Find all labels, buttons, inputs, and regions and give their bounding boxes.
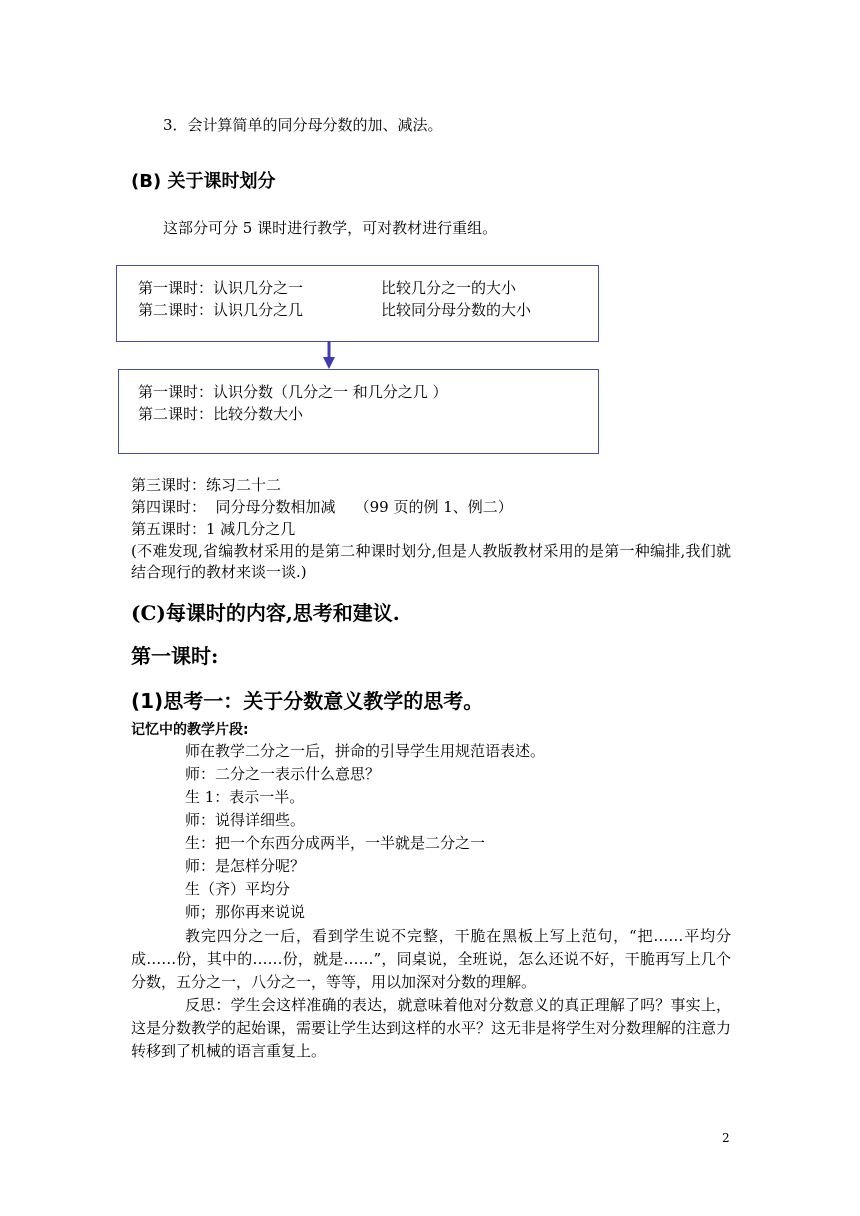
- box-top-row1-right: 比较几分之一的大小: [381, 279, 517, 297]
- dialogue-line-8: 师；那你再来说说: [185, 903, 306, 921]
- dialogue-line-4: 师：说得详细些。: [185, 811, 306, 829]
- intro-text: 这部分可分 5 课时进行教学，可对教材进行重组。: [163, 219, 498, 237]
- box-top-row2-left: 第二课时：认识几分之几: [138, 301, 304, 319]
- teaching-paragraph: 教完四分之一后，看到学生说不完整，干脆在黑板上写上范句，“把……平均分成……份，其中的……份，就是……”，同桌说，全班说，怎么还说不好，干脆再写上几个分数，五分之一，八分之一，等等，用以加深对分数的理解。: [131, 927, 731, 991]
- dialogue-line-1: 师在教学二分之一后，拼命的引导学生用规范语表述。: [185, 742, 546, 760]
- box-top-row1-left: 第一课时：认识几分之一: [138, 279, 304, 297]
- box-bottom-row1: 第一课时：认识分数（几分之一 和几分之几 ）: [138, 383, 448, 401]
- lesson-3-line: 第三课时：练习二十二: [131, 476, 282, 494]
- heading-lesson-1: 第一课时:: [131, 644, 219, 668]
- box-top-row2-right: 比较同分母分数的大小: [381, 301, 532, 319]
- lesson-5-line: 第五课时：1 减几分之几: [131, 520, 296, 538]
- box-bottom-row2: 第二课时：比较分数大小: [138, 405, 304, 423]
- objective-3: 3．会计算简单的同分母分数的加、减法。: [163, 116, 443, 134]
- heading-think-1: (1)思考一：关于分数意义教学的思考。: [131, 689, 484, 713]
- dialogue-line-3: 生 1：表示一半。: [185, 788, 305, 806]
- dialogue-line-7: 生（齐）平均分: [185, 880, 291, 898]
- lesson-plan-box-original: [116, 265, 599, 342]
- heading-b: (B) 关于课时划分: [131, 171, 276, 192]
- memory-title: 记忆中的教学片段:: [131, 722, 249, 738]
- note-paragraph: (不难发现,省编教材采用的是第二种课时划分,但是人教版教材采用的是第一种编排,我们就结合现行的教材来谈一谈.): [131, 542, 731, 581]
- dialogue-line-6: 师：是怎样分呢？: [185, 857, 306, 875]
- down-arrow-icon: [321, 341, 337, 371]
- dialogue-line-2: 师：二分之一表示什么意思？: [185, 765, 381, 783]
- reflection-paragraph: 反思：学生会这样准确的表达，就意味着他对分数意义的真正理解了吗？事实上，这是分数教学的起始课，需要让学生达到这样的水平？这无非是将学生对分数理解的注意力转移到了机械的语言重复上。: [131, 996, 732, 1060]
- lesson-plan-box-restructured: [118, 369, 599, 454]
- page-number: 2: [722, 1131, 730, 1145]
- heading-c: (C)每课时的内容,思考和建议.: [131, 601, 400, 625]
- lesson-4-line: 第四课时： 同分母分数相加减 （99 页的例 1、例二）: [131, 498, 513, 516]
- dialogue-line-5: 生：把一个东西分成两半，一半就是二分之一: [185, 834, 486, 852]
